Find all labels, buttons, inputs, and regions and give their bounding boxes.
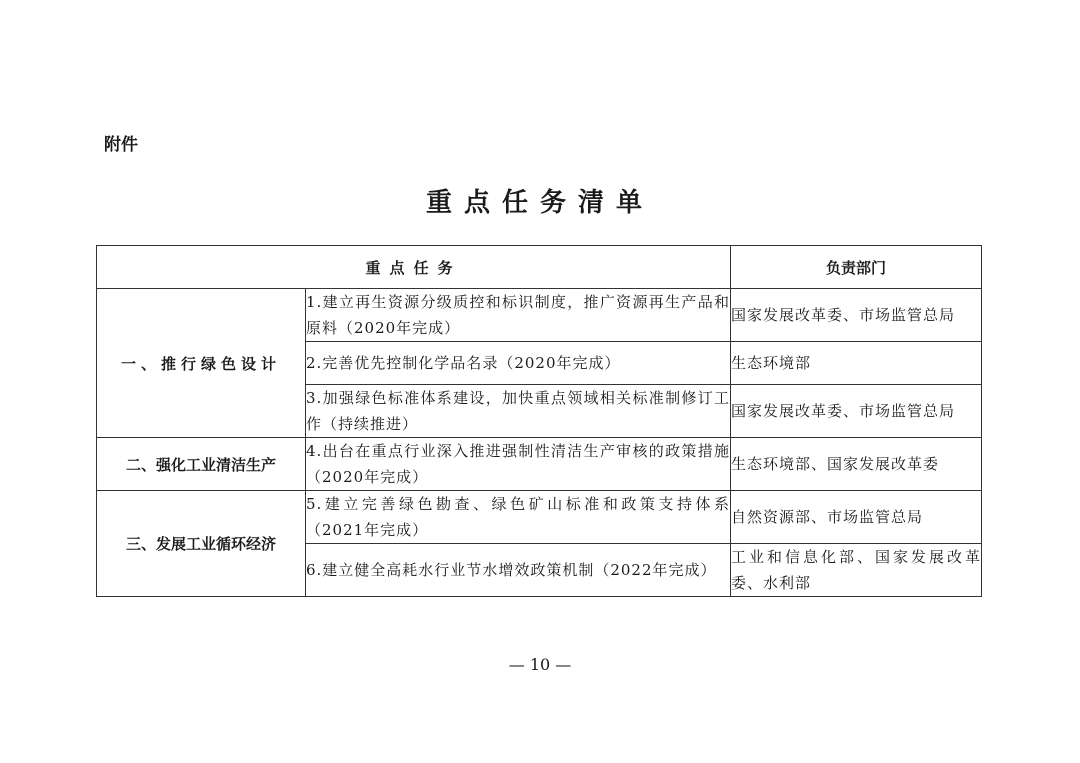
department-cell: 国家发展改革委、市场监管总局 xyxy=(731,289,982,342)
key-task-table xyxy=(96,245,982,597)
header-responsible-department: 负责部门 xyxy=(731,246,982,289)
category-circular-economy: 三、发展工业循环经济 xyxy=(97,491,306,597)
table-row xyxy=(97,438,982,491)
document-title: 重点任务清单 xyxy=(425,188,654,218)
department-cell: 国家发展改革委、市场监管总局 xyxy=(731,385,982,438)
table-header-row xyxy=(97,246,982,289)
header-key-tasks: 重点任务 xyxy=(97,246,731,289)
task-cell: 4.出台在重点行业深入推进强制性清洁生产审核的政策措施（2020年完成） xyxy=(306,438,731,491)
category-clean-production: 二、强化工业清洁生产 xyxy=(97,438,306,491)
task-cell: 5.建立完善绿色勘查、绿色矿山标准和政策支持体系（2021年完成） xyxy=(306,491,731,544)
department-cell: 自然资源部、市场监管总局 xyxy=(731,491,982,544)
category-green-design: 一、推行绿色设计 xyxy=(97,289,306,438)
page-number: — 10 — xyxy=(508,655,572,674)
task-cell: 3.加强绿色标准体系建设，加快重点领域相关标准制修订工作（持续推进） xyxy=(306,385,731,438)
department-cell: 生态环境部 xyxy=(731,342,982,385)
attachment-label: 附件 xyxy=(104,135,138,155)
task-cell: 6.建立健全高耗水行业节水增效政策机制（2022年完成） xyxy=(306,544,731,597)
table-row xyxy=(97,491,982,544)
task-cell: 2.完善优先控制化学品名录（2020年完成） xyxy=(306,342,731,385)
table-row xyxy=(97,289,982,342)
department-cell: 工业和信息化部、国家发展改革委、水利部 xyxy=(731,544,982,597)
task-cell: 1.建立再生资源分级质控和标识制度，推广资源再生产品和原料（2020年完成） xyxy=(306,289,731,342)
department-cell: 生态环境部、国家发展改革委 xyxy=(731,438,982,491)
